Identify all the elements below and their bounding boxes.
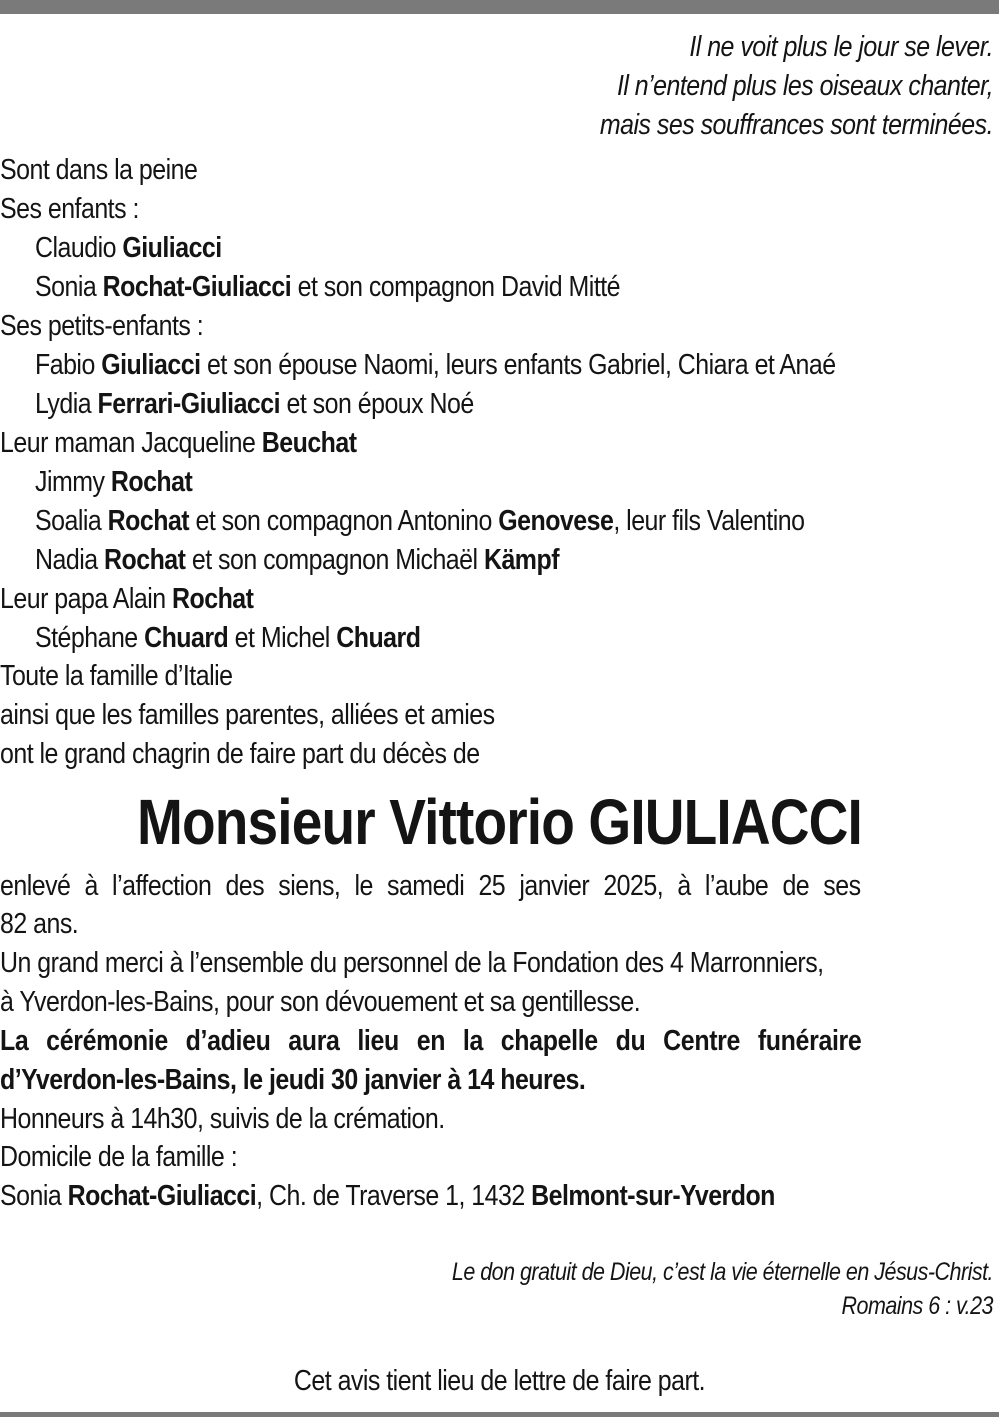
last-name: Chuard	[144, 622, 229, 654]
intro-line: Sont dans la peine	[0, 154, 198, 186]
last-name: Giuliacci	[122, 232, 222, 264]
verse-reference: Romains 6 : v.23	[841, 1292, 993, 1320]
last-name: Kämpf	[483, 544, 559, 576]
family-member-jimmy	[35, 465, 894, 499]
verse-text: Le don gratuit de Dieu, c’est la vie éternelle en Jésus-Christ.	[451, 1258, 994, 1286]
first-name: Fabio	[35, 349, 102, 381]
body-merci-line-2: à Yverdon-les-Bains, pour son dévouement et sa gentillesse.	[0, 986, 641, 1018]
last-name: Ferrari-Giuliacci	[97, 388, 281, 420]
family-member-soalia	[35, 504, 894, 538]
relation-text: et son compagnon Antonino	[189, 505, 499, 537]
body-enleve-line-2: 82 ans.	[0, 908, 79, 940]
first-name: Leur papa Alain	[0, 583, 173, 615]
domicile-label: Domicile de la famille :	[0, 1141, 238, 1173]
closing-family-line-1: Toute la famille d’Italie	[0, 660, 233, 692]
first-name: Claudio	[35, 232, 123, 264]
last-name: Rochat	[107, 505, 190, 537]
maman-line	[0, 426, 859, 460]
family-member-sonia	[35, 270, 894, 304]
first-name: Jimmy	[35, 466, 111, 498]
epigraph-line-1: Il ne voit plus le jour se lever.	[689, 31, 993, 63]
relation-text: et son époux Noé	[280, 388, 474, 420]
epigraph-line-3: mais ses souffrances sont terminées.	[599, 109, 993, 141]
closing-family-line-3: ont le grand chagrin de faire part du décès de	[0, 738, 480, 770]
body-merci-line-1: Un grand merci à l’ensemble du personnel de la Fondation des 4 Marronniers,	[0, 947, 824, 979]
last-name: Rochat-Giuliacci	[67, 1180, 257, 1212]
family-member-nadia	[35, 543, 894, 577]
first-name: Sonia	[0, 1180, 68, 1212]
last-name: Chuard	[336, 622, 421, 654]
first-name: Stéphane	[35, 622, 145, 654]
domicile-address	[0, 1179, 859, 1213]
ceremony-line-2: d’Yverdon-les-Bains, le jeudi 30 janvier à 14 heures.	[0, 1064, 586, 1096]
children-heading: Ses enfants :	[0, 193, 139, 225]
relation-text: , leur fils Valentino	[613, 505, 805, 537]
papa-line	[0, 582, 859, 616]
family-member-stephane	[35, 621, 894, 655]
deceased-name: Monsieur Vittorio GIULIACCI	[137, 786, 862, 858]
family-member-lydia	[35, 387, 894, 421]
bottom-rule	[0, 1412, 999, 1417]
ceremony-line-1: La cérémonie d’adieu aura lieu en la chapelle du Centre funéraire	[0, 1025, 862, 1057]
last-name: Genovese	[498, 505, 614, 537]
last-name: Giuliacci	[101, 349, 201, 381]
last-name: Rochat	[110, 466, 193, 498]
last-name: Rochat-Giuliacci	[102, 271, 292, 303]
last-name: Beuchat	[261, 427, 357, 459]
relation-text: et son compagnon David Mitté	[291, 271, 621, 303]
first-name: Sonia	[35, 271, 103, 303]
street-address: , Ch. de Traverse 1, 1432	[256, 1180, 532, 1212]
last-name: Rochat	[172, 583, 254, 615]
family-member-claudio	[35, 231, 894, 265]
last-name: Rochat	[104, 544, 186, 576]
first-name: Lydia	[35, 388, 98, 420]
body-enleve-line-1: enlevé à l’affection des siens, le samedi 25 janvier 2025, à l’aube de ses	[0, 870, 861, 902]
family-member-fabio	[35, 348, 894, 382]
relation-text: et son compagnon Michaël	[185, 544, 484, 576]
town: Belmont-sur-Yverdon	[531, 1180, 775, 1212]
first-name: Nadia	[35, 544, 105, 576]
honneurs-line: Honneurs à 14h30, suivis de la crémation.	[0, 1103, 445, 1135]
relation-text: et Michel	[228, 622, 337, 654]
relation-text: et son épouse Naomi, leurs enfants Gabriel, Chiara et Anaé	[200, 349, 836, 381]
footer-note: Cet avis tient lieu de lettre de faire part.	[293, 1365, 706, 1397]
first-name: Soalia	[35, 505, 108, 537]
grandchildren-heading: Ses petits-enfants :	[0, 310, 204, 342]
first-name: Leur maman Jacqueline	[0, 427, 262, 459]
closing-family-line-2: ainsi que les familles parentes, alliées et amies	[0, 699, 495, 731]
epigraph-line-2: Il n’entend plus les oiseaux chanter,	[616, 70, 993, 102]
